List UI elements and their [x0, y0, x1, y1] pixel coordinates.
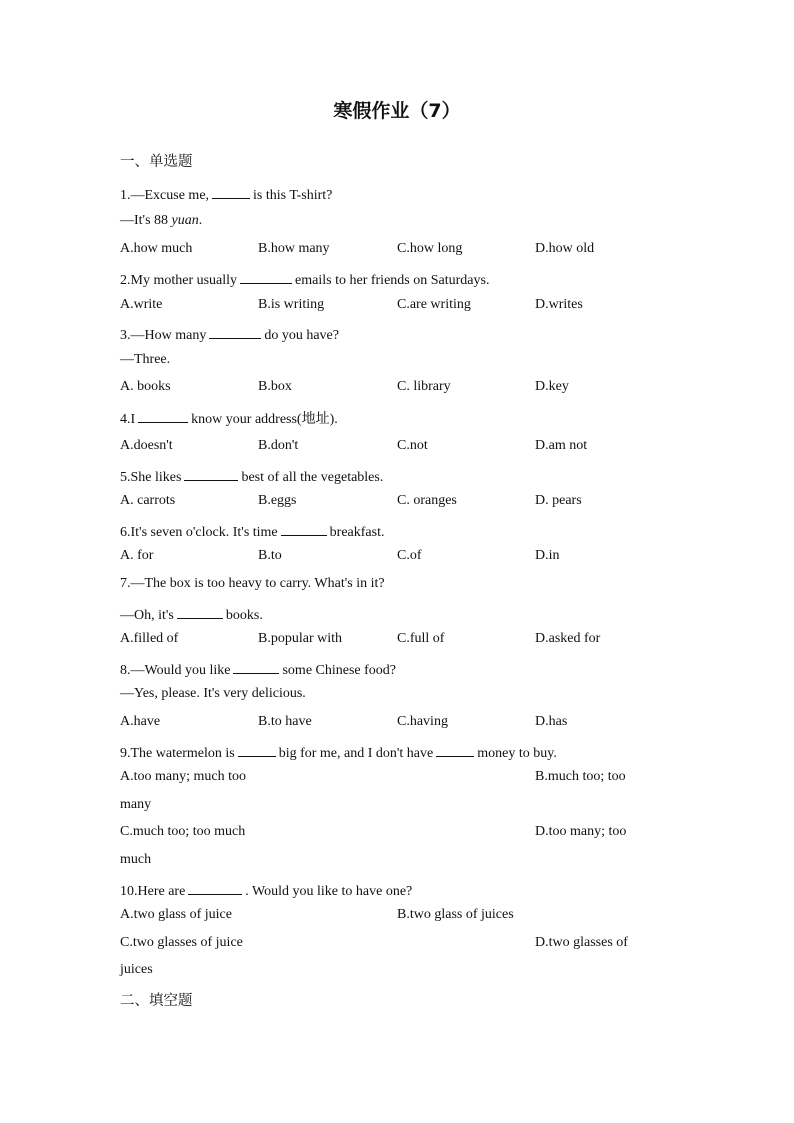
answer-blank	[436, 742, 474, 757]
answer-blank	[212, 184, 250, 199]
question-2-option-a: A.write	[120, 297, 163, 312]
question-6-option-d: D.in	[535, 548, 560, 563]
question-4-option-b: B.don't	[258, 438, 299, 453]
question-3-stem: 3.—How many do you have?	[120, 324, 339, 344]
question-8-option-c: C.having	[397, 714, 448, 729]
answer-blank	[138, 408, 188, 423]
question-1-stem: 1.—Excuse me, is this T-shirt?	[120, 184, 332, 204]
question-9-option-b: B.much too; too	[535, 769, 626, 784]
question-10-option-d-wrap: juices	[120, 962, 153, 977]
question-9-stem: 9.The watermelon is big for me, and I don't have money to buy.	[120, 742, 557, 762]
question-1-reply: —It's 88 yuan.	[120, 213, 203, 228]
question-8-reply: —Yes, please. It's very delicious.	[120, 686, 306, 701]
answer-blank	[233, 659, 279, 674]
question-3-option-b: B.box	[258, 379, 292, 394]
question-5-option-b: B.eggs	[258, 493, 297, 508]
question-2-stem: 2.My mother usually emails to her friends on Saturdays.	[120, 269, 489, 289]
question-1-option-a: A.how much	[120, 241, 193, 256]
question-1-option-d: D.how old	[535, 241, 595, 256]
question-9-option-a: A.too many; much too	[120, 769, 246, 784]
question-8-stem: 8.—Would you like some Chinese food?	[120, 659, 396, 679]
question-9-option-d: D.too many; too	[535, 824, 627, 839]
question-10-option-b: B.two glass of juices	[397, 907, 514, 922]
question-3-option-d: D.key	[535, 379, 569, 394]
question-5-option-d: D. pears	[535, 493, 582, 508]
answer-blank	[209, 324, 261, 339]
question-7-option-b: B.popular with	[258, 631, 342, 646]
question-10-stem: 10.Here are . Would you like to have one?	[120, 880, 412, 900]
question-7-option-d: D.asked for	[535, 631, 601, 646]
question-3-option-a: A. books	[120, 379, 171, 394]
question-10-option-c: C.two glasses of juice	[120, 935, 243, 950]
question-7-option-c: C.full of	[397, 631, 445, 646]
question-1-option-c: C.how long	[397, 241, 463, 256]
question-7-reply: —Oh, it's books.	[120, 604, 263, 624]
question-5-option-a: A. carrots	[120, 493, 176, 508]
answer-blank	[177, 604, 223, 619]
section-heading-fill-in: 二、填空题	[120, 993, 193, 1009]
question-9-option-c: C.much too; too much	[120, 824, 246, 839]
answer-blank	[184, 466, 238, 481]
question-10-option-d: D.two glasses of	[535, 935, 628, 950]
question-6-option-a: A. for	[120, 548, 154, 563]
question-3-reply: —Three.	[120, 352, 171, 367]
answer-blank	[281, 521, 327, 536]
question-4-option-a: A.doesn't	[120, 438, 173, 453]
question-10-option-a: A.two glass of juice	[120, 907, 232, 922]
question-2-option-b: B.is writing	[258, 297, 325, 312]
question-2-option-d: D.writes	[535, 297, 583, 312]
answer-blank	[240, 269, 292, 284]
question-8-option-a: A.have	[120, 714, 161, 729]
question-4-option-c: C.not	[397, 438, 428, 453]
question-9-option-b-wrap: many	[120, 797, 152, 812]
question-4-option-d: D.am not	[535, 438, 588, 453]
question-7-option-a: A.filled of	[120, 631, 179, 646]
question-8-option-b: B.to have	[258, 714, 312, 729]
question-5-stem: 5.She likes best of all the vegetables.	[120, 466, 383, 486]
question-5-option-c: C. oranges	[397, 493, 457, 508]
answer-blank	[238, 742, 276, 757]
question-6-option-b: B.to	[258, 548, 282, 563]
question-1-option-b: B.how many	[258, 241, 330, 256]
section-heading-single-choice: 一、单选题	[120, 154, 193, 170]
question-9-option-d-wrap: much	[120, 852, 152, 867]
question-2-option-c: C.are writing	[397, 297, 471, 312]
question-8-option-d: D.has	[535, 714, 568, 729]
question-6-option-c: C.of	[397, 548, 422, 563]
question-3-option-c: C. library	[397, 379, 451, 394]
question-6-stem: 6.It's seven o'clock. It's time breakfast.	[120, 521, 384, 541]
page-title: 寒假作业（7）	[333, 100, 461, 122]
question-4-stem: 4.I know your address(地址).	[120, 408, 338, 428]
question-7-stem: 7.—The box is too heavy to carry. What's in it?	[120, 576, 385, 591]
answer-blank	[188, 880, 242, 895]
